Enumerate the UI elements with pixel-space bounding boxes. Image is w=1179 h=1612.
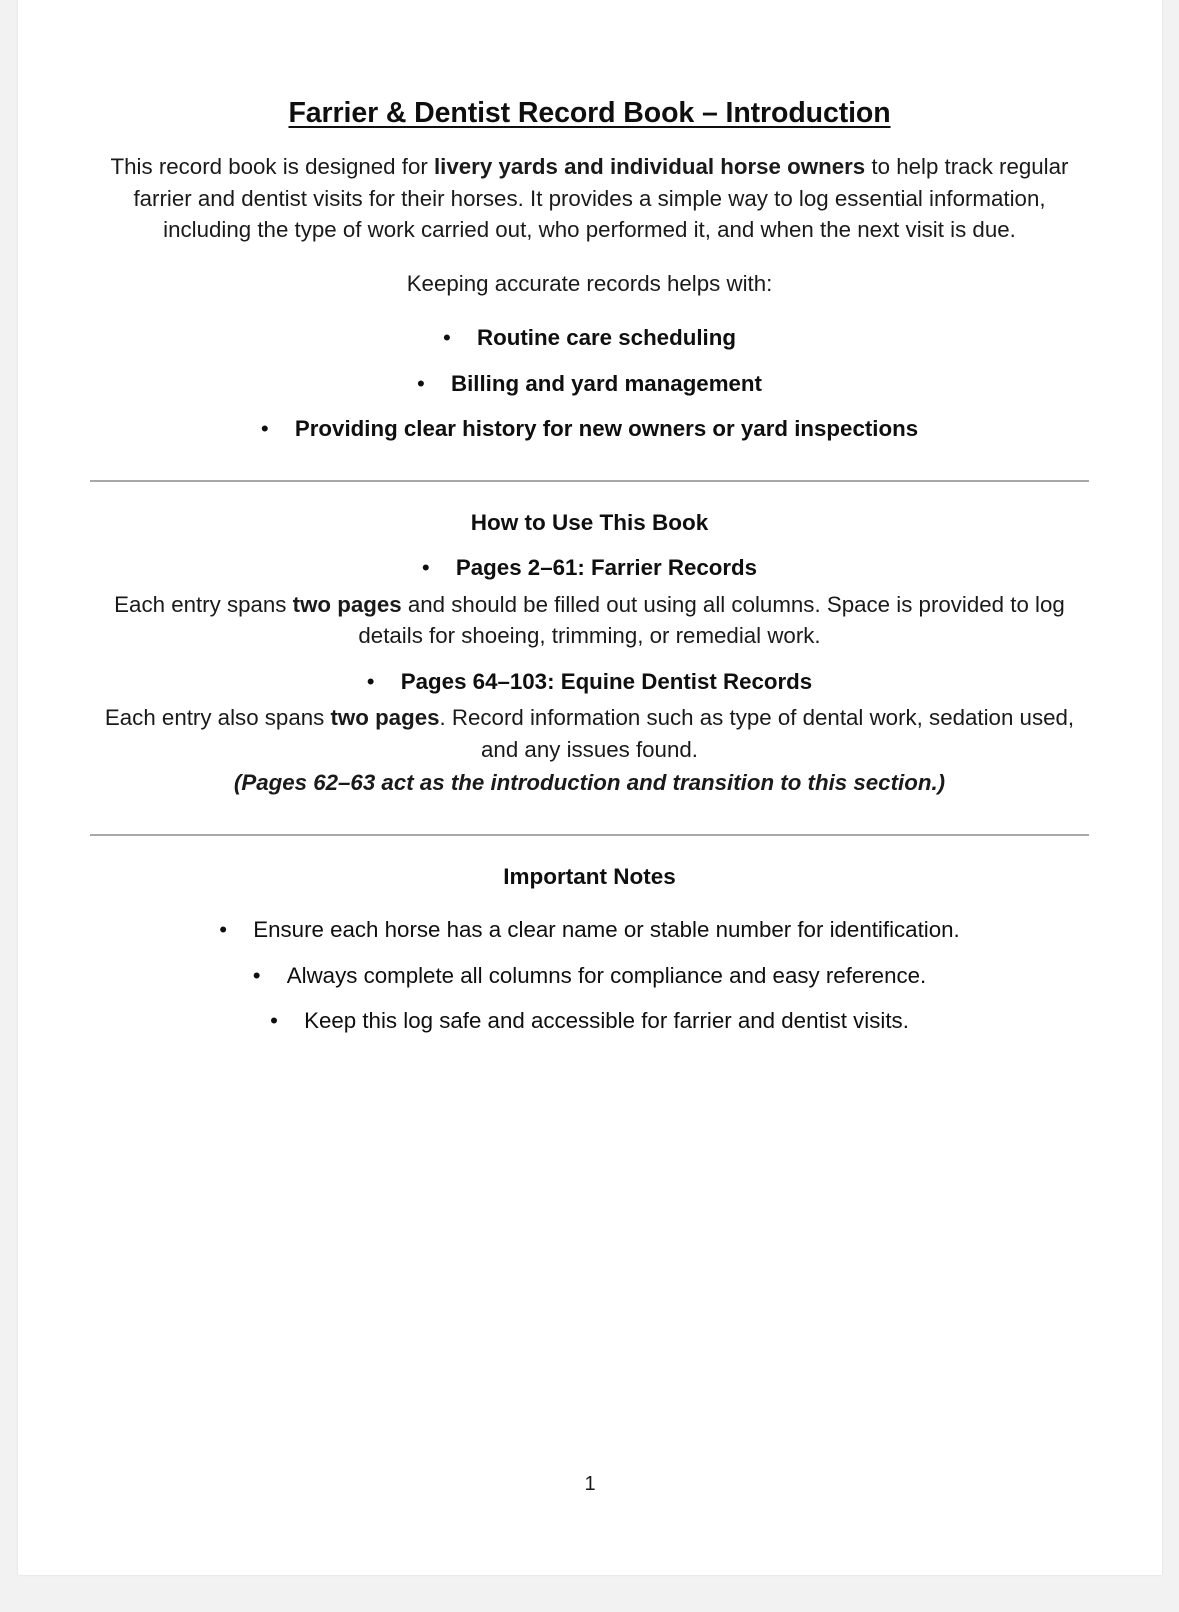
dentist-body-part-2: . Record information such as type of dental work, sedation used, and any issues found.: [439, 705, 1075, 762]
list-item: [90, 399, 1089, 445]
page-title: [90, 0, 1089, 130]
list-item: [90, 892, 1089, 946]
dentist-transition-note: (Pages 62–63 act as the introduction and transition to this section.): [233, 770, 946, 796]
bullet-dot-icon: •: [366, 668, 375, 694]
bullet-row: [417, 368, 762, 400]
list-item: [90, 299, 1089, 354]
farrier-body-part-1: Each entry spans: [114, 591, 293, 617]
dentist-records-bullet: [90, 666, 1089, 698]
benefits-lead-in: Keeping accurate records helps with:: [406, 270, 773, 296]
bullet-row: [219, 914, 959, 946]
dentist-records-group: [90, 652, 1089, 799]
list-item-label: Routine care scheduling: [477, 325, 736, 351]
farrier-records-title: Pages 2–61: Farrier Records: [455, 555, 758, 581]
document-page-sheet: [18, 0, 1162, 1575]
bullet-dot-icon: •: [252, 962, 261, 988]
important-notes-heading: Important Notes: [503, 863, 676, 889]
intro-text-part-1: This record book is designed for: [110, 154, 434, 180]
dentist-records-body: [90, 697, 1089, 765]
bullet-row: [270, 1005, 909, 1037]
page-title-text: Farrier & Dentist Record Book – Introduction: [288, 97, 891, 129]
list-item-label: Keep this log safe and accessible for farrier and dentist visits.: [304, 1008, 909, 1034]
intro-bold-phrase: livery yards and individual horse owners: [433, 154, 866, 180]
intro-paragraph: [90, 130, 1089, 246]
bullet-dot-icon: •: [417, 370, 425, 396]
dentist-body-part-1: Each entry also spans: [104, 705, 331, 731]
bullet-dot-icon: •: [270, 1008, 278, 1034]
farrier-body-part-2: and should be filled out using all columns. Space is provided to log details for shoeing, trimming, or remedial work.: [358, 591, 1065, 649]
list-item-label: Ensure each horse has a clear name or stable number for identification.: [253, 917, 960, 943]
bullet-row: [367, 666, 812, 698]
list-item: [90, 354, 1089, 400]
bullet-dot-icon: •: [443, 325, 451, 351]
farrier-records-bullet: [90, 552, 1089, 584]
page-number: 1: [584, 1473, 596, 1495]
bullet-dot-icon: •: [219, 917, 228, 943]
dentist-records-title: Pages 64–103: Equine Dentist Records: [400, 668, 813, 694]
bullet-row: [443, 322, 736, 354]
important-notes-list: [90, 892, 1089, 1037]
benefits-list: [90, 299, 1089, 445]
list-item: [90, 991, 1089, 1037]
bullet-row: [422, 552, 757, 584]
intro-text-part-2: to help track regular farrier and dentist visits for their horses. It provides a simple way to log essential information, including the type of work carried out, who performed it, and when the next visit is due.: [133, 154, 1069, 243]
dentist-body-bold: two pages: [330, 705, 440, 731]
farrier-records-body: [90, 584, 1089, 652]
bullet-dot-icon: •: [260, 416, 269, 442]
list-item-label: Providing clear history for new owners or yard inspections: [294, 416, 919, 442]
farrier-body-bold: two pages: [292, 591, 402, 617]
bullet-row: [261, 413, 918, 445]
list-item-label: Always complete all columns for compliance and easy reference.: [286, 962, 927, 988]
bullet-row: [253, 960, 926, 992]
farrier-records-group: [90, 538, 1089, 652]
list-item-label: Billing and yard management: [451, 370, 762, 396]
document-content: [90, 0, 1089, 1037]
list-item: [90, 946, 1089, 992]
how-to-use-heading: How to Use This Book: [470, 509, 709, 535]
bullet-dot-icon: •: [421, 555, 430, 581]
